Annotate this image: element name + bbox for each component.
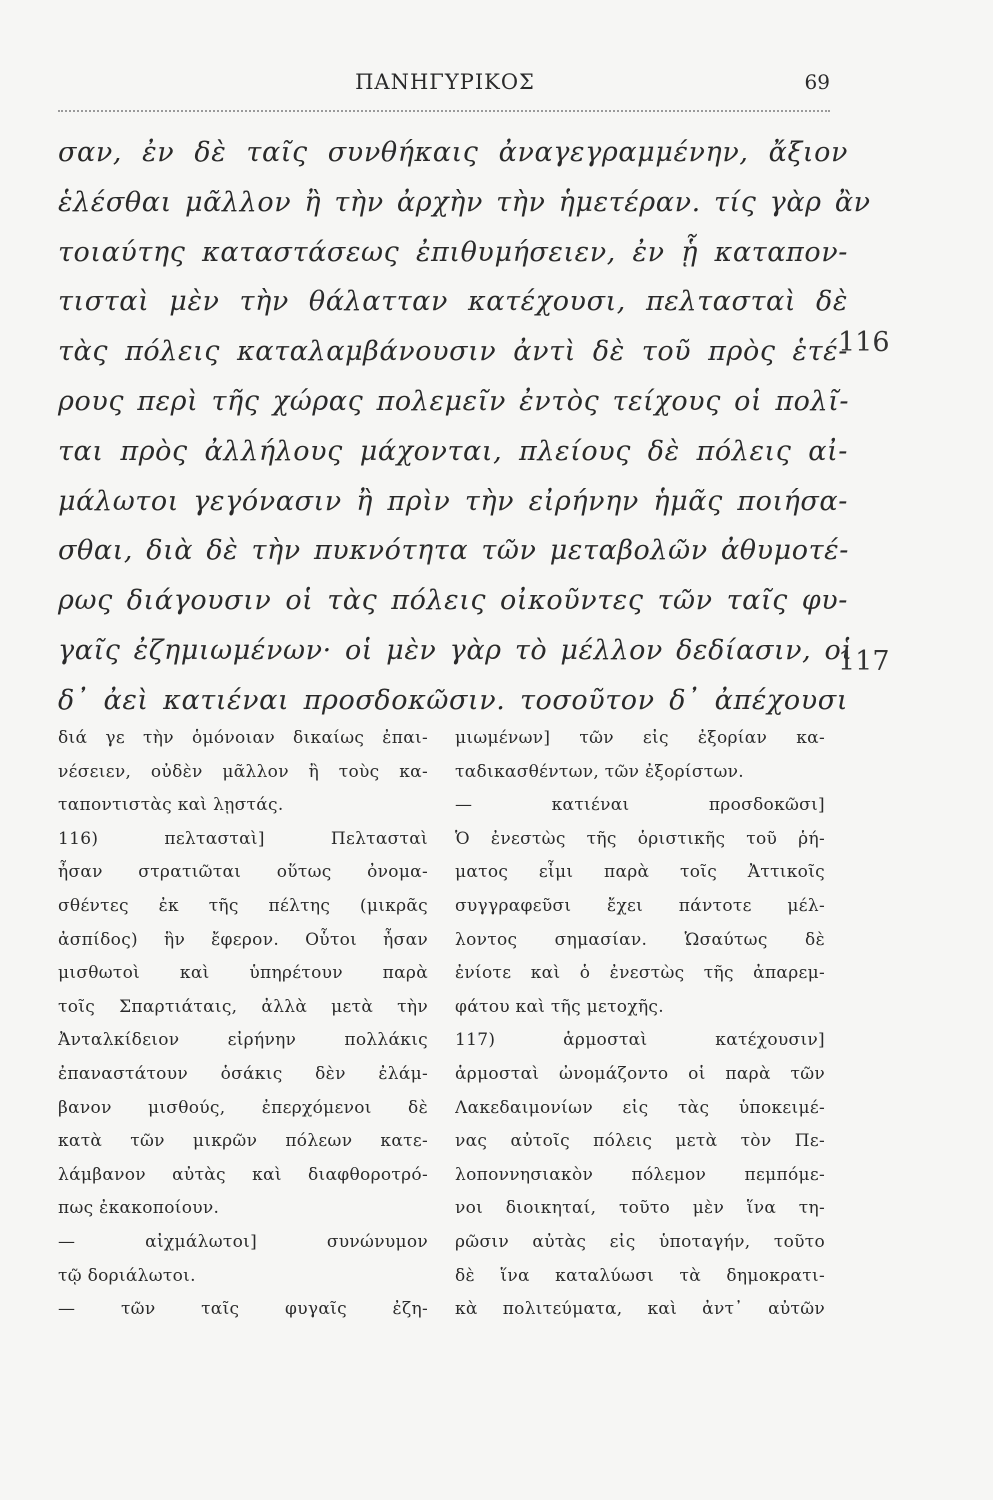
footnote-line: ταδικασθέντων, τῶν ἐξορίστων. <box>455 761 744 782</box>
footnote-line: τῷ δοριάλωτοι. <box>58 1265 196 1286</box>
main-text-line: ἑλέσθαι μᾶλλον ἢ τὴν ἀρχὴν τὴν ἡμετέραν. τίς γὰρ ἂν <box>58 186 871 218</box>
footnote-line: Ὁ ἐνεστὼς τῆς ὁριστικῆς τοῦ ῥή- <box>455 828 825 849</box>
footnote-line: τοῖς Σπαρτιάταις, ἀλλὰ μετὰ τὴν <box>58 996 428 1017</box>
main-text-line: ρως διάγουσιν οἱ τὰς πόλεις οἰκοῦντες τῶν ταῖς φυ- <box>58 585 848 617</box>
main-text-line: γαῖς ἐζημιωμένων· οἱ μὲν γὰρ τὸ μέλλον δεδίασιν, οἱ <box>58 634 853 666</box>
main-text-line: ρους περὶ τῆς χώρας πολεμεῖν ἐντὸς τείχους οἱ πολῖ- <box>58 385 850 417</box>
footnote-line: — αἰχμάλωτοι] συνώνυμον <box>58 1231 428 1252</box>
header-rule <box>58 104 830 112</box>
footnote-line: μισθωτοὶ καὶ ὑπηρέτουν παρὰ <box>58 963 428 984</box>
footnote-line: ματος εἶμι παρὰ τοῖς Ἀττικοῖς <box>455 862 825 883</box>
footnote-line: — τῶν ταῖς φυγαῖς ἐζη- <box>58 1299 428 1320</box>
footnote-line: μιωμένων] τῶν εἰς ἐξορίαν κα- <box>455 728 825 748</box>
footnote-line: νέσειεν, οὐδὲν μᾶλλον ἢ τοὺς κα- <box>58 761 428 782</box>
footnote-line: βανον μισθούς, ἐπερχόμενοι δὲ <box>58 1097 428 1118</box>
footnote-line: λοποννησιακὸν πόλεμον πεμπόμε- <box>455 1164 825 1185</box>
main-text-line: σθαι, διὰ δὲ τὴν πυκνότητα τῶν μεταβολῶν ἀθυμοτέ- <box>58 535 849 567</box>
footnote-line: νοι διοικηταί, τοῦτο μὲν ἵνα τη- <box>455 1198 825 1219</box>
footnote-line: ἀσπίδος) ἣν ἔφερον. Οὗτοι ἦσαν <box>58 929 428 950</box>
footnote-line: λοντος σημασίαν. Ὡσαύτως δὲ <box>455 929 825 950</box>
section-number-116: 116 <box>838 327 890 358</box>
main-text-line: τισταὶ μὲν τὴν θάλατταν κατέχουσι, πελτασταὶ δὲ <box>58 286 848 318</box>
footnote-line: ἐνίοτε καὶ ὁ ἐνεστὼς τῆς ἀπαρεμ- <box>455 963 825 984</box>
footnote-line: νας αὐτοῖς πόλεις μετὰ τὸν Πε- <box>455 1131 825 1152</box>
footnote-line: — κατιέναι προσδοκῶσι] <box>455 795 825 816</box>
footnote-line: σθέντες ἐκ τῆς πέλτης (μικρᾶς <box>58 895 428 916</box>
main-text-line: σαν, ἐν δὲ ταῖς συνθήκαις ἀναγεγραμμένην, ἄξιον <box>58 137 848 168</box>
footnote-line: κατὰ τῶν μικρῶν πόλεων κατε- <box>58 1131 428 1152</box>
footnote-line: ἐπαναστάτουν ὁσάκις δὲν ἐλάμ- <box>58 1063 428 1084</box>
footnote-line: συγγραφεῦσι ἔχει πάντοτε μέλ- <box>455 895 825 916</box>
footnote-line: δὲ ἵνα καταλύωσι τὰ δημοκρατι- <box>455 1265 825 1286</box>
footnote-line: διά γε τὴν ὁμόνοιαν δικαίως ἐπαι- <box>58 728 428 748</box>
footnotes-left-column <box>58 722 428 1327</box>
footnote-line: 116) πελτασταὶ] Πελτασταὶ <box>58 828 428 849</box>
main-text-line: δ᾽ ἀεὶ κατιέναι προσδοκῶσιν. τοσοῦτον δ᾽ ἀπέχουσι <box>58 684 848 716</box>
footnote-line: ἦσαν στρατιῶται οὕτως ὀνομα- <box>58 862 428 883</box>
main-text-line: τοιαύτης καταστάσεως ἐπιθυμήσειεν, ἐν ᾗ καταπον- <box>58 236 848 268</box>
footnote-line: 117) ἁρμοσταὶ κατέχουσιν] <box>455 1030 825 1051</box>
footnote-line: λάμβανον αὐτὰς καὶ διαφθοροτρό- <box>58 1164 428 1185</box>
section-number-117: 117 <box>838 646 890 677</box>
main-text-line: μάλωτοι γεγόνασιν ἢ πρὶν τὴν εἰρήνην ἡμᾶς ποιήσα- <box>58 485 848 517</box>
footnote-line: Ἀνταλκίδειον εἰρήνην πολλάκις <box>58 1030 428 1051</box>
footnote-line: φάτου καὶ τῆς μετοχῆς. <box>455 996 664 1017</box>
footnote-line: Λακεδαιμονίων εἰς τὰς ὑποκειμέ- <box>455 1097 825 1118</box>
running-title: ΠΑΝΗΓΥΡΙΚΟΣ <box>355 70 535 94</box>
footnote-line: ρῶσιν αὐτὰς εἰς ὑποταγήν, τοῦτο <box>455 1231 825 1252</box>
footnote-line: κὰ πολιτεύματα, καὶ ἀντ᾽ αὐτῶν <box>455 1299 825 1320</box>
footnote-line: ταποντιστὰς καὶ λῃστάς. <box>58 795 284 816</box>
main-text-line: ται πρὸς ἀλλήλους μάχονται, πλείους δὲ πόλεις αἰ- <box>58 435 848 467</box>
page-header <box>60 62 830 92</box>
footnotes-right-column <box>455 722 825 1327</box>
footnote-line: πως ἐκακοποίουν. <box>58 1198 220 1219</box>
page-number: 69 <box>804 70 830 94</box>
main-text-line: τὰς πόλεις καταλαμβάνουσιν ἀντὶ δὲ τοῦ πρὸς ἑτέ- <box>58 336 848 368</box>
footnote-line: ἁρμοσταὶ ὠνομάζοντο οἱ παρὰ τῶν <box>455 1063 825 1084</box>
